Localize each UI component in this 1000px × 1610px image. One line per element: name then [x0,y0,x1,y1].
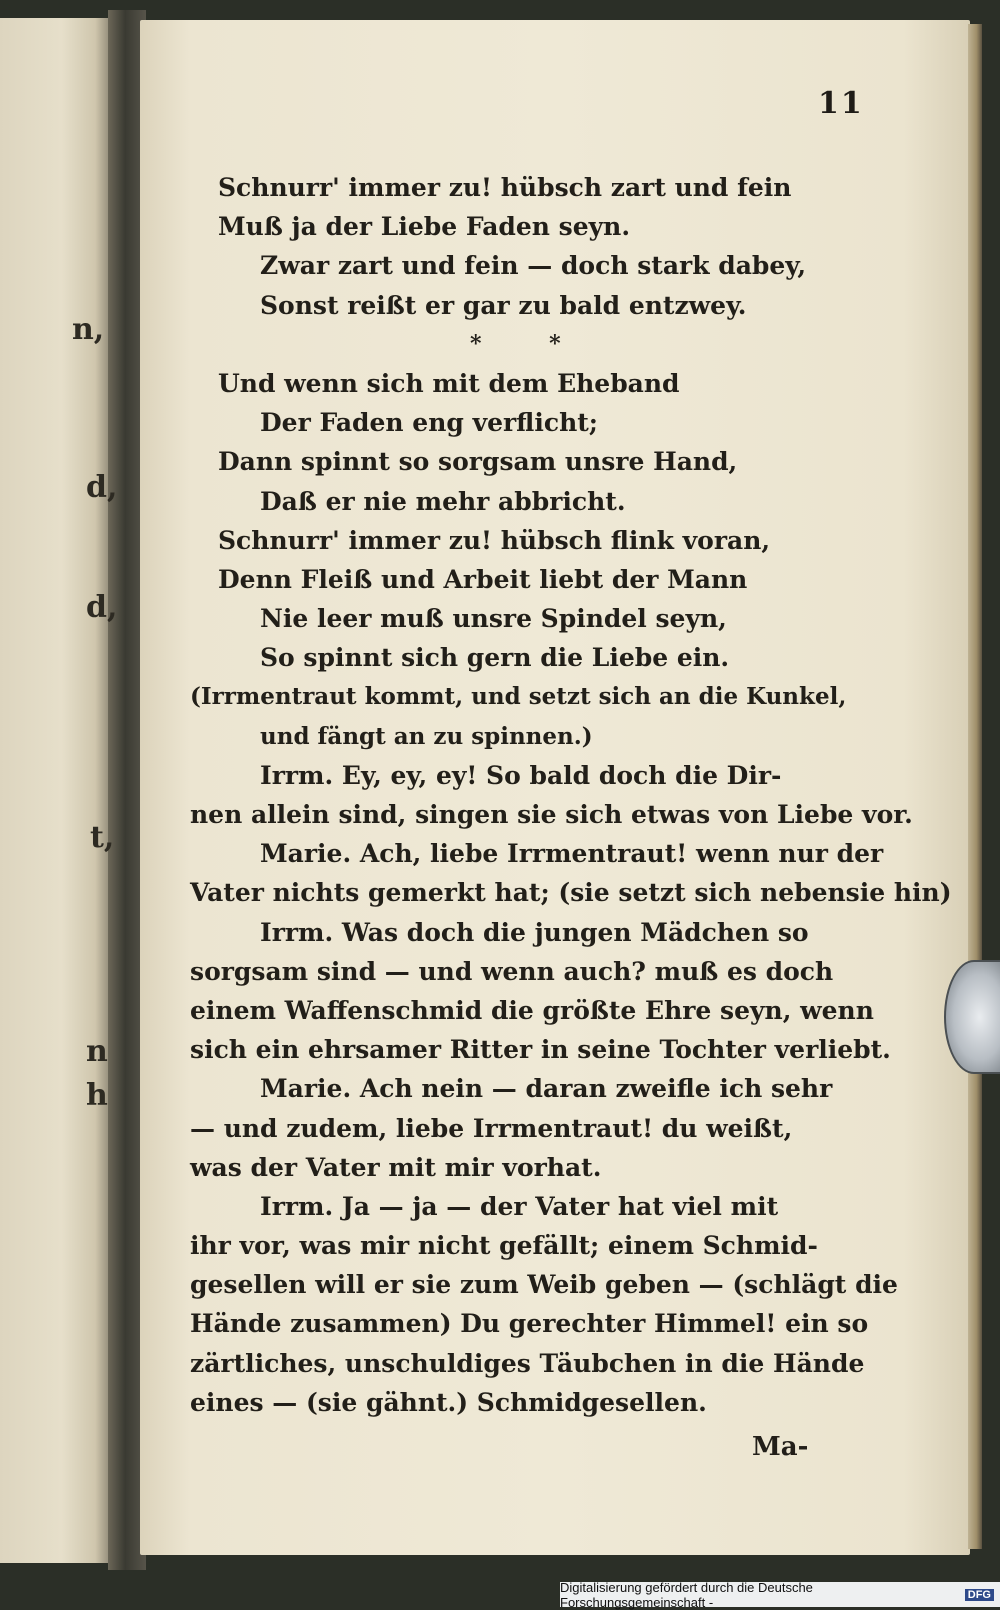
text-line: Zwar zart und fein — doch stark dabey, [260,251,807,281]
text-line: ihr vor, was mir nicht gefällt; einem Schmid- [190,1231,818,1261]
previous-page-edge [0,18,115,1563]
text-line: Nie leer muß unsre Spindel seyn, [260,604,727,634]
margin-fragment: h [86,1078,108,1113]
text-line: Marie. Ach nein — daran zweifle ich sehr [260,1074,833,1104]
margin-fragment: d, [86,470,118,505]
page-clip [944,960,1000,1074]
text-line: Irrm. Was doch die jungen Mädchen so [260,917,809,947]
text-line: was der Vater mit mir vorhat. [190,1152,602,1182]
margin-fragment: d, [86,590,118,625]
stage-direction: und fängt an zu spinnen.) [260,722,593,750]
text-line: Daß er nie mehr abbricht. [260,486,626,516]
text-line: eines — (sie gähnt.) Schmidgesellen. [190,1387,707,1417]
digitization-footer [560,1579,1000,1610]
text-line: Sonst reißt er gar zu bald entzwey. [260,290,747,320]
text-line: Irrm. Ey, ey, ey! So bald doch die Dir- [260,760,782,790]
margin-fragment: t, [90,820,115,855]
page-text [190,168,952,1422]
page-number: 11 [818,86,864,121]
text-line: gesellen will er sie zum Weib geben — (schlägt die [190,1270,898,1300]
text-line: Und wenn sich mit dem Eheband [218,368,680,398]
text-line: Der Faden eng verflicht; [260,408,599,438]
text-line: einem Waffenschmid die größte Ehre seyn, wenn [190,995,874,1025]
text-line: sich ein ehrsamer Ritter in seine Tochter verliebt. [190,1035,891,1065]
text-line: sorgsam sind — und wenn auch? muß es doch [190,956,834,986]
text-line: So spinnt sich gern die Liebe ein. [260,643,730,673]
text-line: Marie. Ach, liebe Irrmentraut! wenn nur der [260,839,884,869]
stage-direction: (Irrmentraut kommt, und setzt sich an die Kunkel, [190,683,847,711]
margin-fragment: n [86,1034,108,1069]
text-line: Hände zusammen) Du gerechter Himmel! ein so [190,1309,869,1339]
text-line: — und zudem, liebe Irrmentraut! du weißt, [190,1113,793,1143]
text-line: Vater nichts gemerkt hat; (sie setzt sich nebensie hin) [190,878,952,908]
text-line: Muß ja der Liebe Faden seyn. [218,212,631,242]
catchword: Ma- [752,1432,809,1462]
page-stack-edge [968,24,982,1549]
text-line: Schnurr' immer zu! hübsch zart und fein [218,173,792,202]
dfg-logo: DFG [965,1589,994,1601]
text-line: nen allein sind, singen sie sich etwas von Liebe vor. [190,800,913,829]
asterism: * * [470,330,591,357]
text-line: Schnurr' immer zu! hübsch flink voran, [218,525,771,555]
text-line: Denn Fleiß und Arbeit liebt der Mann [218,564,748,594]
margin-fragment: n, [72,312,105,347]
text-line: Irrm. Ja — ja — der Vater hat viel mit [260,1191,779,1221]
text-line: Dann spinnt so sorgsam unsre Hand, [218,447,738,477]
footer-text: Digitalisierung gefördert durch die Deutsche Forschungsgemeinschaft - [560,1579,813,1610]
text-line: zärtliches, unschuldiges Täubchen in die Hände [190,1348,865,1378]
